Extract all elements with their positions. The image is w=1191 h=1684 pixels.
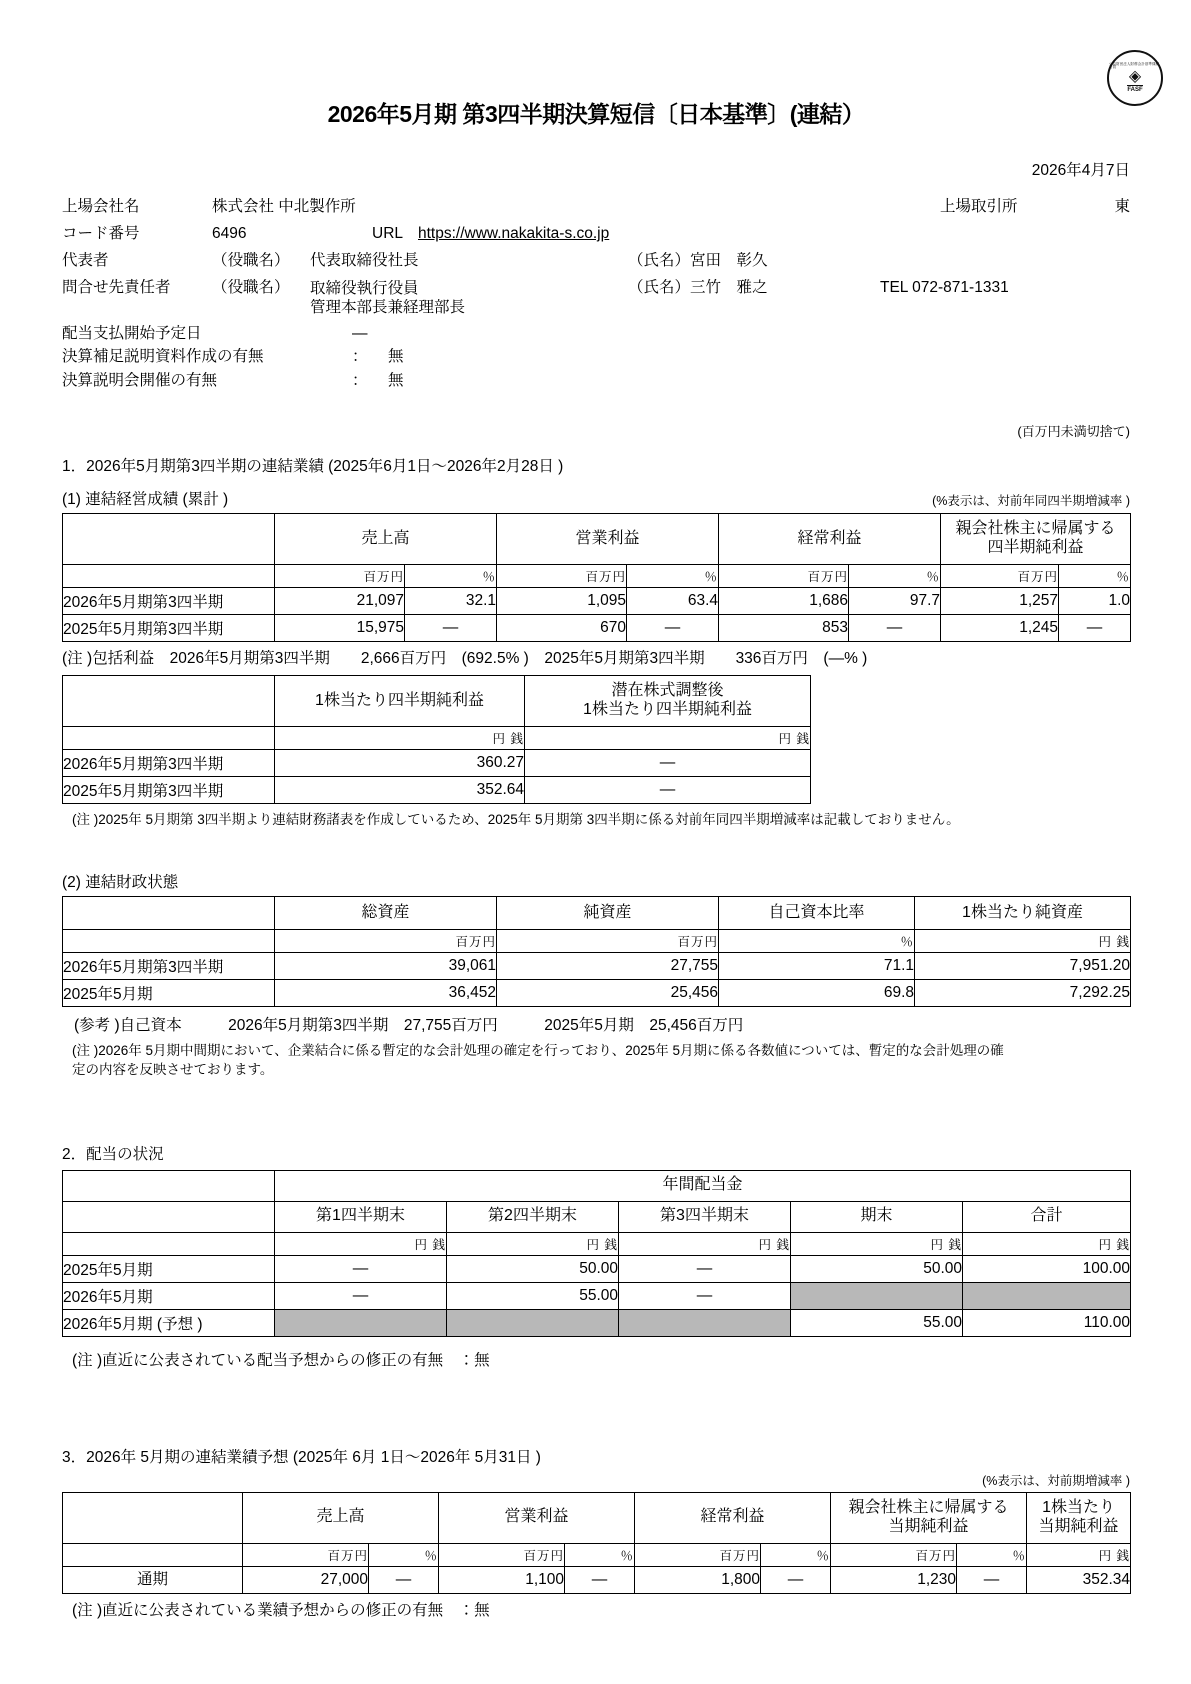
cell-dividend-year-end-fy2025: 50.00 [791,1255,963,1282]
fin-row-label-fy2026q3: 2026年5月期第3四半期 [63,953,275,980]
cell-forecast-ord: 1,800 [635,1566,761,1593]
dividend-unit-corner [63,1232,275,1255]
unit-op-money: 百万円 [497,565,627,588]
cell-sales-pct-fy2026q3: 32.1 [405,588,497,615]
cell-dividend-q3-fy2026-forecast [619,1309,791,1336]
exchange-label: 上場取引所 [940,198,1018,215]
cell-forecast-sales: 27,000 [243,1566,369,1593]
eps-table [62,675,811,804]
column-header-total: 合計 [963,1201,1131,1232]
column-header-eps: 1株当たり四半期純利益 [275,676,525,727]
forecast-column-header-eps [1027,1492,1131,1543]
forecast-unit-sales-pct: ％ [369,1543,439,1566]
cell-ord-pct-fy2026q3: 97.7 [849,588,941,615]
dividend-unit-q1: 円 銭 [275,1232,447,1255]
dividend-unit-total: 円 銭 [963,1232,1131,1255]
section1-sub2-heading-row [62,870,1130,892]
contact-label: 問合せ先責任者 [62,279,171,296]
table-row [63,615,1131,642]
column-header-diluted-eps-line2: 1株当たり四半期純利益 [583,701,752,719]
fin-row-label-fy2025: 2025年5月期 [63,980,275,1007]
cell-diluted-eps-fy2025q3: — [525,777,811,804]
unit-ord-money: 百万円 [719,565,849,588]
column-header-total-assets: 総資産 [275,897,497,930]
exchange-value: 東 [1114,198,1130,215]
cell-dividend-total-fy2026 [963,1282,1131,1309]
column-header-diluted-eps [525,676,811,727]
cell-dividend-year-end-fy2026 [791,1282,963,1309]
column-header-equity-ratio: 自己資本比率 [719,897,915,930]
seal-mark-icon: ◈ [1128,68,1142,86]
briefing-label: 決算説明会開催の有無 [62,371,218,389]
cell-dividend-q3-fy2025: — [619,1255,791,1282]
company-name-row [62,199,1130,218]
cell-op-fy2025q3: 670 [497,615,627,642]
cell-eps-fy2025q3: 352.64 [275,777,525,804]
table-row [63,1309,1131,1336]
forecast-table [62,1492,1131,1594]
table-unit-row [63,727,811,750]
briefing-value: 無 [388,371,404,389]
forecast-unit-op-pct: ％ [565,1543,635,1566]
column-header-net-income-line2: 四半期純利益 [987,539,1084,557]
section3-pct-note: (%表示は、対前期増減率 ) [982,1473,1130,1488]
section1-heading: 1．2026年5月期第3四半期の連結業績 (2025年6月1日～2026年2月28日 ) [62,458,564,476]
forecast-column-header-eps-line2: 当期純利益 [1038,1517,1119,1535]
fin-unit-corner [63,930,275,953]
table-header-row [63,676,811,727]
section3-heading: 3．2026年 5月期の連結業績予想 (2025年 6月 1日～2026年 5月31日 ) [62,1448,541,1466]
table-row [63,1566,1131,1593]
cell-dividend-year-end-fy2026-forecast: 55.00 [791,1309,963,1336]
representative-row [62,253,1130,272]
cell-sales-fy2025q3: 15,975 [275,615,405,642]
table-row [63,777,811,804]
forecast-unit-net-pct: ％ [957,1543,1027,1566]
cell-forecast-ord-pct: — [761,1566,831,1593]
unit-net-money: 百万円 [941,565,1059,588]
contact-name-value: 三竹 雅之 [690,279,768,296]
cell-dividend-q1-fy2026-forecast [275,1309,447,1336]
supplement-material-colon: ： [352,348,368,366]
code-url-row [62,226,1130,245]
dividend-table [62,1170,1131,1337]
cell-forecast-op: 1,100 [439,1566,565,1593]
page-title: 2026年5月期 第3四半期決算短信〔日本基準〕(連結） [327,101,865,127]
rounding-unit-note: (百万円未満切捨て) [1017,424,1130,440]
dividend-start-date-row [62,326,1130,342]
unit-sales-pct: ％ [405,565,497,588]
reference-equity-line: (参考 )自己資本 2026年5月期第3四半期 27,755百万円 2025年5月期 25,456百万円 [74,1017,744,1035]
cell-dividend-q1-fy2026: — [275,1282,447,1309]
supplement-material-row [62,349,1130,365]
table-unit-row [63,565,1131,588]
dividend-unit-q2: 円 銭 [447,1232,619,1255]
code-label: コード番号 [62,225,140,242]
document-date: 2026年4月7日 [1031,162,1130,179]
section1-pct-note: (%表示は、対前年同四半期増減率 ) [932,494,1130,509]
cell-equity-ratio-fy2025: 69.8 [719,980,915,1007]
dividend-row-label-fy2026: 2026年5月期 [63,1282,275,1309]
briefing-colon: ： [352,371,368,389]
cell-bps-fy2026q3: 7,951.20 [915,953,1131,980]
cell-net-fy2025q3: 1,245 [941,615,1059,642]
dividend-unit-q3: 円 銭 [619,1232,791,1255]
cell-net-pct-fy2026q3: 1.0 [1059,588,1131,615]
briefing-row [62,373,1130,389]
unit-op-pct: ％ [627,565,719,588]
cell-total-assets-fy2026q3: 39,061 [275,953,497,980]
supplement-material-label: 決算補足説明資料作成の有無 [62,348,264,366]
forecast-column-header-operating-income: 営業利益 [439,1492,635,1543]
unit-corner-cell [63,565,275,588]
comprehensive-income-note: (注 )包括利益 2026年5月期第3四半期 2,666百万円 (692.5% ) 2025年5月期第3四半期 336百万円 (—% ) [62,650,868,668]
forecast-column-header-eps-line1: 1株当たり [1042,1498,1116,1516]
table-unit-row [63,1232,1131,1255]
table-subheader-row [63,1201,1131,1232]
exchange-group [940,199,1130,215]
cell-dividend-q1-fy2025: — [275,1255,447,1282]
financial-position-note-line1: (注 )2026年 5月期中間期において、企業結合に係る暫定的な会計処理の確定を行っており、2025年 5月期に係る各数値については、暫定的な会計処理の確 [72,1043,1004,1059]
forecast-column-header-net-income-line2: 当期純利益 [888,1517,969,1535]
column-header-bps: 1株当たり純資産 [915,897,1131,930]
cell-op-fy2026q3: 1,095 [497,588,627,615]
cell-sales-fy2026q3: 21,097 [275,588,405,615]
eps-row-label-fy2025q3: 2025年5月期第3四半期 [63,777,275,804]
supplement-material-value: 無 [388,348,404,366]
cell-ord-fy2025q3: 853 [719,615,849,642]
column-header-q3-end: 第3四半期末 [619,1201,791,1232]
consolidated-results-table [62,513,1131,642]
forecast-unit-corner [63,1543,243,1566]
dividend-start-date-value: — [352,324,368,342]
forecast-unit-eps: 円 銭 [1027,1543,1131,1566]
cell-forecast-eps: 352.34 [1027,1566,1131,1593]
section2-heading: 2．配当の状況 [62,1145,164,1163]
eps-row-label-fy2026q3: 2026年5月期第3四半期 [63,750,275,777]
unit-total-assets: 百万円 [275,930,497,953]
cell-dividend-q3-fy2026: — [619,1282,791,1309]
cell-dividend-q2-fy2026: 55.00 [447,1282,619,1309]
column-header-net-income [941,514,1131,565]
seal-top-text: 公益財団法人財務会計基準機構会員 [1109,61,1160,69]
financial-position-note [62,1042,1130,1078]
forecast-unit-net-money: 百万円 [831,1543,957,1566]
table-header-row [63,1170,1131,1201]
column-header-q2-end: 第2四半期末 [447,1201,619,1232]
column-header-ordinary-income: 経常利益 [719,514,941,565]
dividend-start-date-label: 配当支払開始予定日 [62,324,202,342]
financial-position-table [62,896,1131,1007]
row-label-fy2026q3: 2026年5月期第3四半期 [63,588,275,615]
company-header-block [62,199,1130,388]
cell-net-assets-fy2025: 25,456 [497,980,719,1007]
table-header-row [63,897,1131,930]
company-name-value: 株式会社 中北製作所 [212,198,356,215]
cell-equity-ratio-fy2026q3: 71.1 [719,953,915,980]
dividend-corner-cell [63,1170,275,1201]
contact-name-label: （氏名） [628,279,691,296]
unit-net-assets: 百万円 [497,930,719,953]
table-row [63,750,811,777]
fin-corner-cell [63,897,275,930]
cell-net-assets-fy2026q3: 27,755 [497,953,719,980]
column-header-sales: 売上高 [275,514,497,565]
contact-role-value [310,280,628,318]
table-unit-row [63,1543,1131,1566]
cell-dividend-q2-fy2026-forecast [447,1309,619,1336]
section1-sub1-heading-row [62,487,1130,509]
cell-op-pct-fy2025q3: — [627,615,719,642]
forecast-column-header-net-income [831,1492,1027,1543]
seal-bottom-text: FASF [1127,87,1143,94]
representative-name-label: （氏名） [628,252,691,269]
representative-role-value: 代表取締役社長 [310,252,419,269]
forecast-unit-op-money: 百万円 [439,1543,565,1566]
eps-unit-corner [63,727,275,750]
dividend-unit-year-end: 円 銭 [791,1232,963,1255]
contact-row [62,280,1130,318]
unit-net-pct: ％ [1059,565,1131,588]
column-header-q1-end: 第1四半期末 [275,1201,447,1232]
representative-name-value: 宮田 彰久 [690,252,768,269]
contact-tel: TEL 072-871-1331 [880,279,1009,296]
column-header-net-assets: 純資産 [497,897,719,930]
contact-role-line2: 管理本部長兼経理部長 [310,298,466,316]
section1-sub1-heading: (1) 連結経営成績 (累計 ) [62,491,229,509]
cell-diluted-eps-fy2026q3: — [525,750,811,777]
representative-role-label: （役職名） [212,252,290,269]
cell-dividend-q2-fy2025: 50.00 [447,1255,619,1282]
eps-unit-yen: 円 銭 [275,727,525,750]
cell-bps-fy2025: 7,292.25 [915,980,1131,1007]
company-name-label: 上場会社名 [62,198,140,215]
cell-dividend-total-fy2025: 100.00 [963,1255,1131,1282]
row-label-fy2025q3: 2025年5月期第3四半期 [63,615,275,642]
eps-note: (注 )2025年 5月期第 3四半期より連結財務諸表を作成しているため、2025年 5月期第 3四半期に係る対前年同四半期増減率は記載しておりません。 [72,812,960,828]
company-url-link[interactable]: https://www.nakakita-s.co.jp [418,225,610,242]
cell-sales-pct-fy2025q3: — [405,615,497,642]
table-header-row [63,1492,1131,1543]
forecast-column-header-ordinary-income: 経常利益 [635,1492,831,1543]
representative-label: 代表者 [62,252,109,269]
code-value: 6496 [212,225,247,242]
contact-role-label: （役職名） [212,279,290,296]
contact-role-line1: 取締役執行役員 [310,280,419,297]
unit-equity-ratio: ％ [719,930,915,953]
column-header-year-end: 期末 [791,1201,963,1232]
financial-position-note-line2: 定の内容を反映させております。 [72,1061,274,1077]
table-unit-row [63,930,1131,953]
cell-net-pct-fy2025q3: — [1059,615,1131,642]
unit-sales-money: 百万円 [275,565,405,588]
table-row [63,953,1131,980]
dividend-corner-cell-2 [63,1201,275,1232]
forecast-column-header-net-income-line1: 親会社株主に帰属する [848,1498,1009,1516]
section1-sub2-heading: (2) 連結財政状態 [62,874,179,892]
cell-eps-fy2026q3: 360.27 [275,750,525,777]
cell-op-pct-fy2026q3: 63.4 [627,588,719,615]
cell-ord-pct-fy2025q3: — [849,615,941,642]
cell-ord-fy2026q3: 1,686 [719,588,849,615]
forecast-unit-ord-pct: ％ [761,1543,831,1566]
table-header-row [63,514,1131,565]
results-corner-cell [63,514,275,565]
cell-forecast-op-pct: — [565,1566,635,1593]
forecast-row-label-full-year: 通期 [63,1566,243,1593]
forecast-unit-ord-money: 百万円 [635,1543,761,1566]
cell-forecast-net-pct: — [957,1566,1027,1593]
url-label: URL [372,225,404,242]
eps-corner-cell [63,676,275,727]
cell-dividend-total-fy2026-forecast: 110.00 [963,1309,1131,1336]
cell-net-fy2026q3: 1,257 [941,588,1059,615]
table-row [63,588,1131,615]
column-header-operating-income: 営業利益 [497,514,719,565]
dividend-row-label-fy2025: 2025年5月期 [63,1255,275,1282]
unit-ord-pct: ％ [849,565,941,588]
cell-total-assets-fy2025: 36,452 [275,980,497,1007]
dividend-row-label-fy2026-forecast: 2026年5月期 (予想 ) [63,1309,275,1336]
unit-bps: 円 銭 [915,930,1131,953]
column-header-diluted-eps-line1: 潜在株式調整後 [611,682,724,700]
forecast-corner-cell [63,1492,243,1543]
column-header-annual-dividend: 年間配当金 [275,1170,1131,1201]
forecast-unit-sales-money: 百万円 [243,1543,369,1566]
table-row [63,1255,1131,1282]
cell-forecast-net: 1,230 [831,1566,957,1593]
column-header-net-income-line1: 親会社株主に帰属する [955,520,1116,538]
forecast-note: (注 )直近に公表されている業績予想からの修正の有無 ：無 [72,1601,490,1619]
forecast-column-header-sales: 売上高 [243,1492,439,1543]
diluted-eps-unit-yen: 円 銭 [525,727,811,750]
table-row [63,980,1131,1007]
cell-forecast-sales-pct: — [369,1566,439,1593]
dividend-note: (注 )直近に公表されている配当予想からの修正の有無 ：無 [72,1351,490,1369]
table-row [63,1282,1131,1309]
